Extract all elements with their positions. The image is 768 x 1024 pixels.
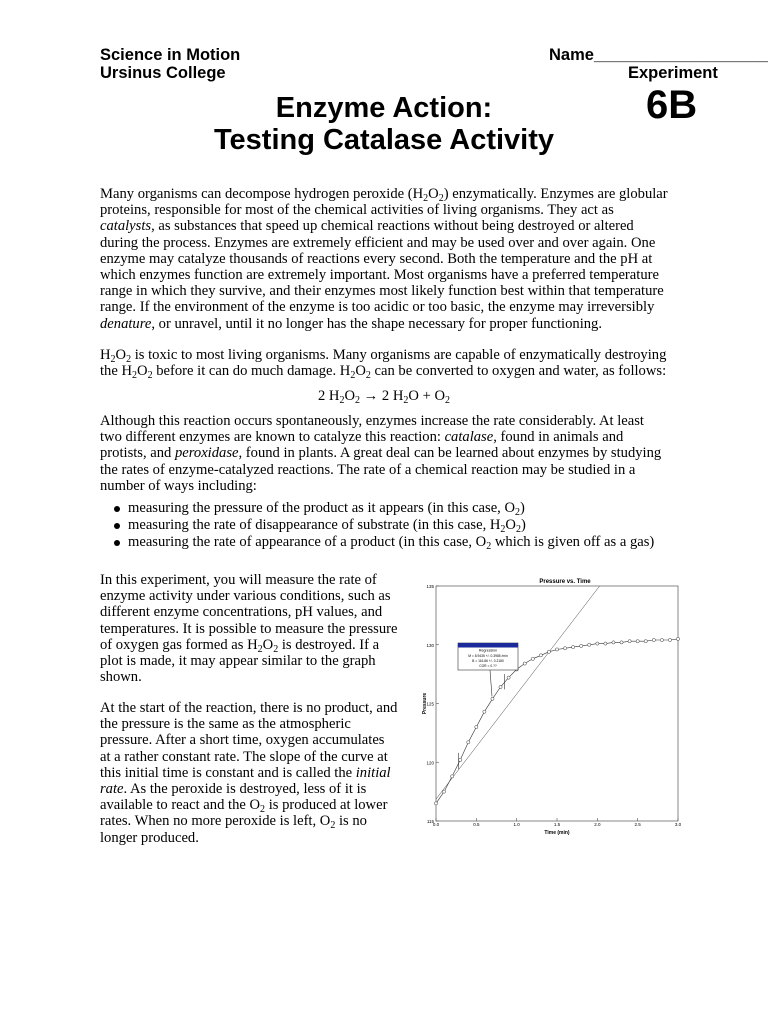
bullet-icon (114, 506, 120, 512)
bullet-icon (114, 523, 120, 529)
page-title-line1: Enzyme Action: (275, 92, 493, 124)
reaction-equation: 2 $H_2O_2 \to 2$ $H_2O + O_2$ (317, 388, 451, 406)
data-point (644, 640, 647, 643)
experiment-label: Experiment (628, 64, 718, 82)
y-tick-label: 135 (426, 584, 434, 589)
name-blank[interactable]: ___________________ (593, 46, 768, 64)
list-item: measuring the pressure of the product as it appears (in this case, $O_2$) (100, 500, 720, 516)
experiment-paragraph: In this experiment, you will measure the rate of enzyme activity under various conditions, such as different enzyme concentrations, pH values, and temperatures. It is possible to measure the pressure of oxygen gas formed as $H_2O_2$ is destroyed. If a plot is made, it may appear similar to the graph shown. (100, 572, 398, 686)
x-tick-label: 2.5 (634, 822, 641, 827)
data-point (555, 648, 558, 651)
x-tick-label: 2.0 (594, 822, 601, 827)
y-tick-label: 115 (426, 819, 434, 824)
regression-line (436, 586, 600, 799)
y-tick-label: 125 (426, 701, 434, 707)
data-point (434, 802, 437, 805)
data-point (531, 657, 534, 660)
regression-title: Regression (478, 648, 498, 653)
x-tick-label: 1.5 (553, 822, 561, 827)
measurement-methods-list (100, 500, 720, 551)
data-point (491, 697, 494, 700)
data-point (612, 641, 615, 644)
data-point (563, 647, 566, 650)
list-item: measuring the rate of disappearance of substrate (in this case, $H_2O_2$) (100, 517, 720, 533)
intro-paragraph: Many organisms can decompose hydrogen peroxide $(H_2O_2)$ enzymatically. Enzymes are globular proteins, responsible for most of the chemical activities of living organisms. They act as catalysts, as substances that speed up chemical reactions without being destroyed or altered during the process. Enzymes are extremely efficient and may be used over and over again. One enzyme may catalyze thousands of reactions every second. Both the temperature and the pH at which enzymes function are extremely important. Most organisms have a preferred temperature range in which they survive, and their enzymes most likely function best within that temperature range. If the environment of the enzyme is too acidic or too basic, the enzyme may irreversibly denature, or unravel, until it no longer has the shape necessary for proper functioning. (100, 186, 668, 332)
data-point (467, 741, 470, 744)
x-tick-label: 0.5 (473, 822, 480, 827)
regression-cor: COR = 0.?? (479, 664, 497, 668)
org-name-line2: Ursinus College (100, 64, 226, 82)
data-point (588, 643, 591, 646)
x-tick-label: 3.0 (674, 822, 682, 827)
data-point (483, 710, 486, 713)
y-tick-label: 120 (426, 760, 434, 766)
bullet-icon (114, 540, 120, 546)
data-point (499, 685, 502, 688)
data-point (676, 637, 679, 640)
regression-box-titlebar (458, 643, 518, 648)
x-axis-label: Time (min) (544, 830, 570, 836)
chart-title: Pressure vs. Time (539, 579, 591, 585)
page-title-line2: Testing Catalase Activity (213, 124, 555, 156)
data-point (539, 654, 542, 657)
plot-frame (436, 586, 678, 821)
y-tick-label: 130 (426, 642, 434, 648)
data-point (660, 638, 663, 641)
x-tick-label: 1.0 (513, 822, 520, 827)
experiment-number: 6B (646, 83, 698, 127)
enzymes-paragraph: Although this reaction occurs spontaneously, enzymes increase the rate considerably. At least two different enzymes are known to catalyze this reaction: catalase, found in animals and protists, and peroxidase, found in plants. A great deal can be learned about enzymes by studying the rates of enzyme-catalyzed reactions. The rate of a chemical reaction may be studied in a number of ways including: (100, 413, 662, 494)
pressure-chart (420, 577, 690, 839)
data-point (628, 640, 631, 643)
data-point (475, 725, 478, 728)
data-point (459, 758, 462, 761)
reaction-start-paragraph: At the start of the reaction, there is no product, and the pressure is the same as the atmospheric pressure. After a short time, oxygen accumulates at a rather constant rate. The slope of the curve at this initial time is constant and is called the initial rate. As the peroxide is destroyed, less of it is available to react and the $O_2$ is produced at lower rates. When no more peroxide is left, $O_2$ is no longer produced. (100, 700, 398, 846)
regression-intercept: B = 116.86 +/- 0.2180 (472, 659, 504, 663)
data-point (580, 644, 583, 647)
data-point (668, 638, 671, 641)
data-point (652, 638, 655, 641)
x-tick-label: 0.0 (432, 822, 440, 827)
data-point (442, 790, 445, 793)
regression-slope: M = 8.9435 +/- 0.3985 /min (468, 654, 508, 658)
data-point (596, 642, 599, 645)
data-point (604, 642, 607, 645)
name-label: Name (549, 46, 594, 64)
data-point (636, 640, 639, 643)
data-point (547, 650, 550, 653)
name-field[interactable] (549, 46, 768, 64)
list-item: measuring the rate of appearance of a product (in this case, $O_2$ which is given off as a gas) (100, 534, 720, 550)
data-point (523, 662, 526, 665)
pressure-vs-time-graph (420, 577, 690, 839)
data-point (572, 646, 575, 649)
data-point (620, 641, 623, 644)
y-axis-label: Pressure (422, 692, 428, 715)
data-point (451, 775, 454, 778)
regression-pointer (490, 670, 492, 696)
org-name-line1: Science in Motion (100, 46, 241, 64)
data-point (507, 676, 510, 679)
toxicity-paragraph: $H_2O_2$ is toxic to most living organisms. Many organisms are capable of enzymatically destroying the $H_2O_2$ before it can do much damage. $H_2O_2$ can be converted to oxygen and water, as follows: (100, 347, 667, 382)
